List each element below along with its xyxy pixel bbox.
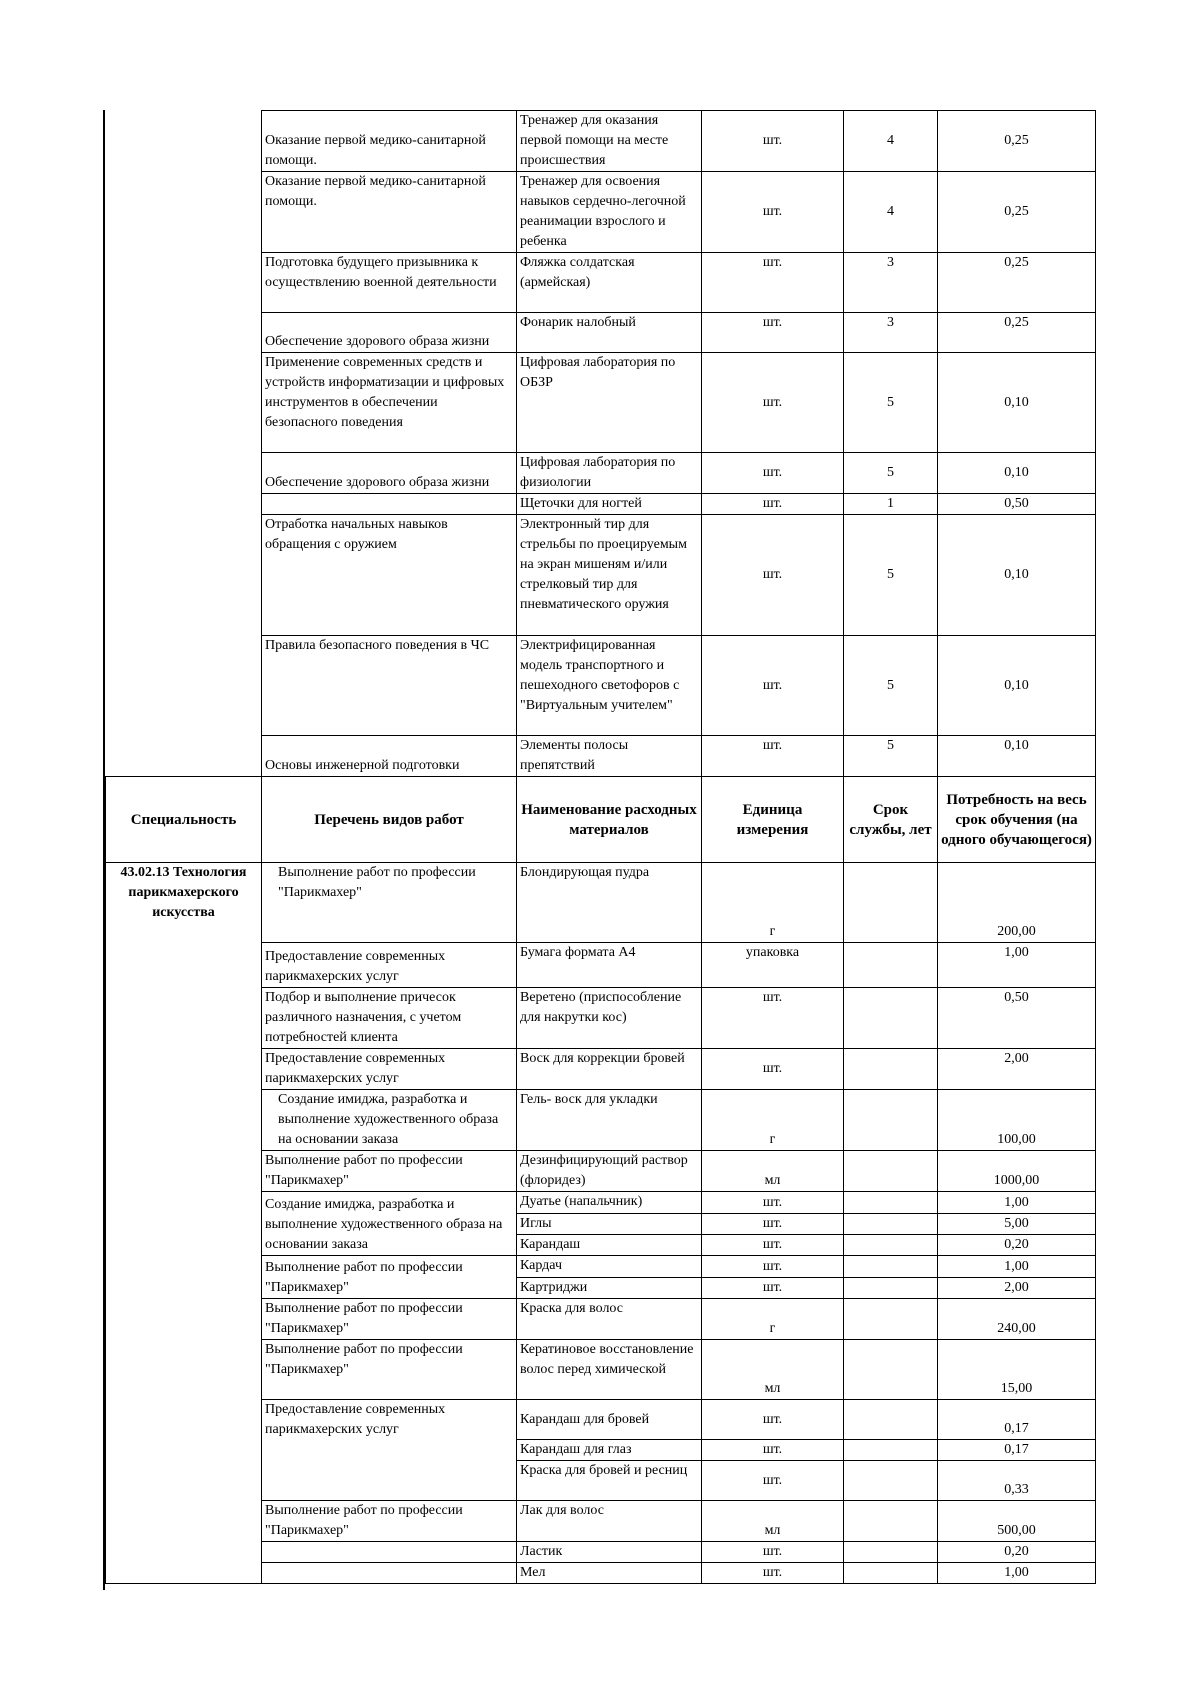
need-cell: 100,00 — [938, 1090, 1096, 1151]
term-cell — [844, 1049, 938, 1090]
material-cell: Электронный тир для стрельбы по проецируемым на экран мишеням и/или стрелковый тир для пневматического оружия — [517, 515, 702, 636]
material-cell: Мел — [517, 1563, 702, 1584]
unit-cell: шт. — [702, 111, 844, 172]
term-cell — [844, 943, 938, 988]
unit-cell: шт. — [702, 736, 844, 777]
material-cell: Карандаш для бровей — [517, 1400, 702, 1440]
specialty-cell: 43.02.13 Технология парикмахерского искусства — [106, 863, 262, 1584]
material-cell: Тренажер для оказания первой помощи на месте происшествия — [517, 111, 702, 172]
unit-cell: шт. — [702, 313, 844, 353]
header-specialty: Специальность — [106, 777, 262, 863]
work-cell: Отработка начальных навыков обращения с оружием — [262, 515, 517, 636]
need-cell: 15,00 — [938, 1340, 1096, 1400]
unit-cell: шт. — [702, 515, 844, 636]
need-cell: 0,10 — [938, 353, 1096, 453]
unit-cell: шт. — [702, 1192, 844, 1214]
term-cell — [844, 1340, 938, 1400]
term-cell — [844, 1440, 938, 1461]
need-cell: 0,10 — [938, 515, 1096, 636]
work-cell — [262, 1542, 517, 1563]
need-cell: 0,10 — [938, 636, 1096, 736]
term-cell — [844, 1090, 938, 1151]
unit-cell: шт. — [702, 1235, 844, 1256]
need-cell: 0,25 — [938, 111, 1096, 172]
unit-cell: мл — [702, 1340, 844, 1400]
term-cell — [844, 863, 938, 943]
material-cell: Щеточки для ногтей — [517, 494, 702, 515]
unit-cell: шт. — [702, 1400, 844, 1440]
term-cell: 5 — [844, 353, 938, 453]
header-unit: Единица измерения — [702, 777, 844, 863]
need-cell: 0,17 — [938, 1400, 1096, 1440]
table-row — [106, 863, 1096, 943]
document-page — [105, 110, 1096, 1584]
work-cell: Подбор и выполнение причесок различного назначения, с учетом потребностей клиента — [262, 988, 517, 1049]
need-cell: 0,25 — [938, 253, 1096, 313]
need-cell: 0,50 — [938, 494, 1096, 515]
work-cell — [262, 494, 517, 515]
need-cell: 0,10 — [938, 453, 1096, 494]
materials-table — [105, 110, 1096, 1584]
unit-cell: шт. — [702, 494, 844, 515]
term-cell — [844, 1299, 938, 1340]
term-cell — [844, 1501, 938, 1542]
need-cell: 240,00 — [938, 1299, 1096, 1340]
material-cell: Воск для коррекции бровей — [517, 1049, 702, 1090]
unit-cell: г — [702, 1299, 844, 1340]
work-cell: Выполнение работ по профессии "Парикмахер" — [262, 1256, 517, 1299]
material-cell: Элементы полосы препятствий — [517, 736, 702, 777]
material-cell: Ластик — [517, 1542, 702, 1563]
material-cell: Фонарик налобный — [517, 313, 702, 353]
term-cell: 5 — [844, 515, 938, 636]
unit-cell: г — [702, 1090, 844, 1151]
material-cell: Тренажер для освоения навыков сердечно-легочной реанимации взрослого и ребенка — [517, 172, 702, 253]
need-cell: 0,50 — [938, 988, 1096, 1049]
unit-cell: шт. — [702, 988, 844, 1049]
work-cell: Обеспечение здорового образа жизни — [262, 313, 517, 353]
work-cell: Подготовка будущего призывника к осуществлению военной деятельности — [262, 253, 517, 313]
need-cell: 0,25 — [938, 313, 1096, 353]
material-cell: Карандаш — [517, 1235, 702, 1256]
material-cell: Лак для волос — [517, 1501, 702, 1542]
term-cell: 5 — [844, 636, 938, 736]
material-cell: Блондирующая пудра — [517, 863, 702, 943]
work-cell: Обеспечение здорового образа жизни — [262, 453, 517, 494]
material-cell: Цифровая лаборатория по ОБЗР — [517, 353, 702, 453]
term-cell: 4 — [844, 172, 938, 253]
need-cell: 0,20 — [938, 1542, 1096, 1563]
unit-cell: шт. — [702, 1440, 844, 1461]
material-cell: Дуатье (напальчник) — [517, 1192, 702, 1214]
material-cell: Бумага формата А4 — [517, 943, 702, 988]
material-cell: Краска для бровей и ресниц — [517, 1461, 702, 1501]
material-cell: Карандаш для глаз — [517, 1440, 702, 1461]
work-cell: Выполнение работ по профессии "Парикмахер" — [262, 1151, 517, 1192]
unit-cell: упаковка — [702, 943, 844, 988]
unit-cell: мл — [702, 1501, 844, 1542]
work-cell: Выполнение работ по профессии "Парикмахер" — [262, 1340, 517, 1400]
work-cell: Оказание первой медико-санитарной помощи. — [262, 172, 517, 253]
need-cell: 0,20 — [938, 1235, 1096, 1256]
work-cell: Основы инженерной подготовки — [262, 736, 517, 777]
unit-cell: г — [702, 863, 844, 943]
work-cell: Предоставление современных парикмахерских услуг — [262, 1049, 517, 1090]
term-cell — [844, 1192, 938, 1214]
term-cell: 5 — [844, 453, 938, 494]
unit-cell: шт. — [702, 453, 844, 494]
material-cell: Фляжка солдатская (армейская) — [517, 253, 702, 313]
header-works: Перечень видов работ — [262, 777, 517, 863]
material-cell: Краска для волос — [517, 1299, 702, 1340]
need-cell: 0,10 — [938, 736, 1096, 777]
term-cell: 5 — [844, 736, 938, 777]
work-cell: Создание имиджа, разработка и выполнение художественного образа на основании заказа — [262, 1192, 517, 1256]
term-cell — [844, 1214, 938, 1235]
term-cell: 3 — [844, 313, 938, 353]
table-row — [106, 111, 1096, 172]
need-cell: 500,00 — [938, 1501, 1096, 1542]
header-material: Наименование расходных материалов — [517, 777, 702, 863]
unit-cell: шт. — [702, 1256, 844, 1278]
work-cell: Применение современных средств и устройств информатизации и цифровых инструментов в обеспечении безопасного поведения — [262, 353, 517, 453]
work-cell: Выполнение работ по профессии "Парикмахер" — [262, 863, 517, 943]
unit-cell: шт. — [702, 1563, 844, 1584]
unit-cell: шт. — [702, 1542, 844, 1563]
term-cell — [844, 1256, 938, 1278]
need-cell: 1,00 — [938, 1256, 1096, 1278]
term-cell: 1 — [844, 494, 938, 515]
need-cell: 1,00 — [938, 943, 1096, 988]
need-cell: 0,25 — [938, 172, 1096, 253]
term-cell — [844, 1400, 938, 1440]
term-cell — [844, 1235, 938, 1256]
unit-cell: шт. — [702, 1214, 844, 1235]
unit-cell: шт. — [702, 636, 844, 736]
term-cell — [844, 1461, 938, 1501]
need-cell: 1,00 — [938, 1192, 1096, 1214]
term-cell — [844, 1563, 938, 1584]
material-cell: Дезинфицирующий раствор (флоридез) — [517, 1151, 702, 1192]
material-cell: Цифровая лаборатория по физиологии — [517, 453, 702, 494]
term-cell — [844, 1542, 938, 1563]
need-cell: 0,17 — [938, 1440, 1096, 1461]
work-cell: Правила безопасного поведения в ЧС — [262, 636, 517, 736]
material-cell: Кератиновое восстановление волос перед химической — [517, 1340, 702, 1400]
material-cell: Электрифицированная модель транспортного и пешеходного светофоров с "Виртуальным учителем" — [517, 636, 702, 736]
work-cell: Предоставление современных парикмахерских услуг — [262, 1400, 517, 1501]
material-cell: Иглы — [517, 1214, 702, 1235]
unit-cell: шт. — [702, 1049, 844, 1090]
header-term: Срок службы, лет — [844, 777, 938, 863]
work-cell: Предоставление современных парикмахерских услуг — [262, 943, 517, 988]
work-cell: Выполнение работ по профессии "Парикмахер" — [262, 1501, 517, 1542]
need-cell: 0,33 — [938, 1461, 1096, 1501]
need-cell: 2,00 — [938, 1278, 1096, 1299]
unit-cell: шт. — [702, 353, 844, 453]
term-cell — [844, 988, 938, 1049]
table-header-row — [106, 777, 1096, 863]
unit-cell: шт. — [702, 1461, 844, 1501]
material-cell: Веретено (приспособление для накрутки кос) — [517, 988, 702, 1049]
material-cell: Картриджи — [517, 1278, 702, 1299]
need-cell: 2,00 — [938, 1049, 1096, 1090]
need-cell: 200,00 — [938, 863, 1096, 943]
need-cell: 5,00 — [938, 1214, 1096, 1235]
work-cell: Выполнение работ по профессии "Парикмахер" — [262, 1299, 517, 1340]
work-cell: Создание имиджа, разработка и выполнение художественного образа на основании заказа — [262, 1090, 517, 1151]
work-cell: Оказание первой медико-санитарной помощи. — [262, 111, 517, 172]
term-cell — [844, 1278, 938, 1299]
term-cell — [844, 1151, 938, 1192]
material-cell: Кардач — [517, 1256, 702, 1278]
term-cell: 4 — [844, 111, 938, 172]
term-cell: 3 — [844, 253, 938, 313]
work-cell — [262, 1563, 517, 1584]
specialty-cell-empty — [106, 111, 262, 777]
unit-cell: шт. — [702, 253, 844, 313]
unit-cell: мл — [702, 1151, 844, 1192]
need-cell: 1,00 — [938, 1563, 1096, 1584]
header-need: Потребность на весь срок обучения (на одного обучающегося) — [938, 777, 1096, 863]
material-cell: Гель- воск для укладки — [517, 1090, 702, 1151]
unit-cell: шт. — [702, 172, 844, 253]
need-cell: 1000,00 — [938, 1151, 1096, 1192]
unit-cell: шт. — [702, 1278, 844, 1299]
